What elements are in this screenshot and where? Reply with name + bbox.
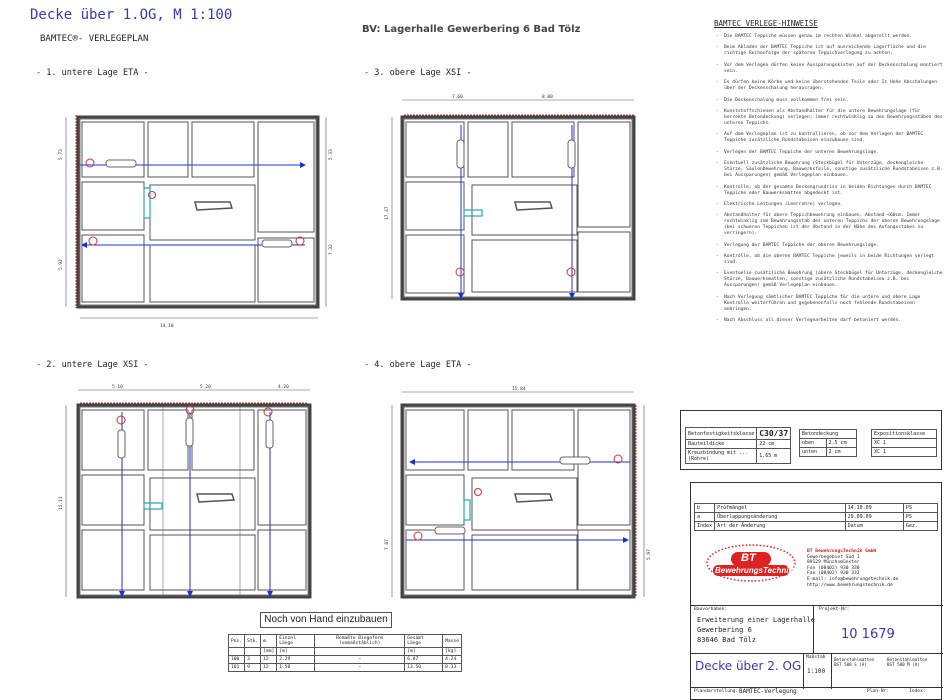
hint-item: - Beim Abladen der BAMTEC Teppiche ist auf ausreichende Lagerfläche und die richtige Reihenfolge der späteren Teppichverlegung zu achten. (716, 45, 944, 57)
project-nr: 10 1679 (841, 627, 895, 642)
spec-box (680, 410, 942, 470)
hint-item: - Abstandhalter für obere Teppichbewehrung einbauen. Abstand <60cm. Immer rechtwinklig zum Bewehrungsstab des unteren Teppichs der oberen Bewehrungslage (bei schweren Teppichen ist der Abstand in der Nähe des Anfangsstabes zu verringern). (716, 213, 944, 237)
spec-label: Betonfestigkeitsklasse (686, 428, 757, 440)
hint-item: - Nach Abschluss all dieser Verlegearbeiten darf betoniert werden. (716, 318, 944, 324)
project-header: BV: Lagerhalle Gewerbering 6 Bad Tölz (362, 24, 581, 35)
svg-text:7.87: 7.87 (385, 539, 390, 550)
plan-2 (66, 390, 310, 597)
spec-value: 22 cm (757, 440, 791, 449)
hint-item: - Die Deckenschalung muss vollkommen frei sein. (716, 98, 944, 104)
hint-item: - Kontrolle, ob der gesamte Deckengrundriss in beiden Richtungen durch BAMTEC Teppiche oder Bauwerksmatten abgedeckt ist. (716, 185, 944, 197)
plan-1-dim-bottom: 14,10 (160, 324, 174, 329)
svg-text:5.33: 5.33 (329, 149, 334, 160)
hint-item: - Auf dem Verlegeplan ist zu kontrollieren, ob vor dem Verlegen der BAMTEC Teppiche zusätzliche Rundstabeisen einzubauen sind. (716, 132, 944, 144)
company-address: BT BewehrungsTechnik GmbH Gewerbegebiet Süd 1 89129 Münchsmünster Fon (08402) 930 330 Fax (08402) 930 332 E-mail: info@bewehrungstechnik.de http://www.bewehrungstechnik.de (807, 549, 899, 588)
logo-text-bt: BT (741, 552, 756, 564)
svg-text:7.60: 7.60 (452, 95, 463, 100)
plan-3 (392, 100, 634, 299)
plan-type: BAMTEC-Verlegung (739, 688, 797, 695)
hint-item: - Es dürfen keine Körbe und keine überstehenden Teile oder Is Hohe Abschalungen über der Deckenschalung herausragen. (716, 80, 944, 92)
hint-item: - Nach Verlegung sämtlicher BAMTEC Teppiche für die untere und obere Lage Kontrolle weiterführen und gegebenenfalls noch fehlende Rundstabeisen anbringen. (716, 295, 944, 313)
hint-item: - Vor dem Verlegen dürfen keine Aussparungskisten auf der Deckenschalung montiert sein. (716, 63, 944, 75)
spec-label: Kreuzbindung mit ... (Rohre) (686, 449, 757, 464)
svg-text:5.73: 5.73 (59, 149, 64, 160)
svg-text:5.97: 5.97 (647, 549, 652, 560)
title-block: b Prüfmängel 14.10.09 PS a Überlappungsänderung 29.09.09 PS Index Art der Änderung Datum Gez. BT BewehrungsTechnik BT BewehrungsTechnik GmbH Gewerbegebiet Süd 1 89129 Münchsmünster Fon (08402) 930 330 Fax (08402) 930 332 E-mail: info@bewehrungstechnik.de http://www.bewehrungstechnik.de Bauvorhaben: Erweiterung einer Lagerhalle Gewerbering 6 83646 Bad Tölz Projekt-Nr: 10 1679 Decke über 2. OG Maßstab 1:100 Betonstahlmatten BST 500 S (A) Betonstahlmatten BST 500 M (A) Plandarstellung: BAMTEC-Verlegung Plan-Nr: Index: (690, 482, 942, 700)
plan-3-label: - 3. obere Lage XSI - (364, 68, 472, 78)
svg-text:5.92: 5.92 (59, 259, 64, 270)
plan-2-label: - 2. untere Lage XSI - (36, 360, 149, 370)
hint-item: - Eventuell zusätzliche Bewehrung (Steckbügel für Unterzüge, deckengleiche Stürze, Säulenbewehrung, Bauwerksfeile, sonstige zusätzliche Rundstabeisen z.B. bei Aussparungen) gemäß Verlegeplan einbauen. (716, 161, 944, 179)
spec-value: 2 cm (826, 448, 856, 457)
svg-text:4.20: 4.20 (278, 385, 289, 390)
scale-value: 1:100 (807, 668, 826, 675)
hint-item: - Eventuelle zusätzliche Bewehrung (obere Steckbügel für Unterzüge, deckengleiche Stürze, Bauwerksmatten, sonstige zusätzliche Rundstabeisen z.B. bei Aussparungen) gemäß Verlegeplan einbauen. (716, 271, 944, 289)
bamtec-subtitle: BAMTEC®- VERLEGEPLAN (40, 34, 149, 44)
svg-text:5.20: 5.20 (200, 385, 211, 390)
plan-1 (66, 115, 326, 318)
plan-4 (392, 392, 644, 597)
plan-4-label: - 4. obere Lage ETA - (364, 360, 472, 370)
svg-text:17.47: 17.47 (385, 206, 390, 220)
hints-list (716, 34, 944, 330)
svg-text:5.10: 5.10 (112, 385, 123, 390)
company-logo (705, 543, 797, 583)
hint-item: - Die BAMTEC Teppiche müssen genau im rechten Winkel abgerollt werden. (716, 34, 944, 40)
hint-item: - Verlegung der BAMTEC Teppiche der oberen Bewehrungslage. (716, 243, 944, 249)
plan-1-label: - 1. untere Lage ETA - (36, 68, 149, 78)
spec-label: Betondeckung (800, 430, 857, 439)
hint-item: - Kunststoffschienen als Abstandhalter für die untere Bewehrungslage (für korrekte Betondeckung) verlegen; immer rechtwinklig zu den Bewehrungsstäben des unteren Teppichs. (716, 109, 944, 127)
spec-value: XC 1 (872, 439, 937, 448)
spec-label: oben (800, 439, 827, 448)
hint-item: - Kontrolle, ob die oberen BAMTEC Teppiche jeweils in beide Richtungen verlegt sind. (716, 254, 944, 266)
project-label: Bauvorhaben: (694, 607, 728, 612)
sheet-title: Decke über 1.OG, M 1:100 (30, 7, 233, 23)
hint-item: - Elektrische Leitungen (Leerrohre) verlegen. (716, 202, 944, 208)
hints-title: BAMTEC VERLEGE-HINWEISE (714, 19, 818, 28)
spec-label: Bauteildicke (686, 440, 757, 449)
project-lines: Erweiterung einer Lagerhalle Gewerbering 6 83646 Bad Tölz (697, 616, 816, 644)
bill-table: Pos. Stk. ø Einzel Länge Bemaßte Biegeform (unmaßstäblich) Gesamt Länge Masse [mm] [m] [m] [kg] 100 3 12 2.29 — 6.87 4.24 101 9 12 1.50 — 13.50 8.33 (228, 634, 462, 672)
spec-label: Expositionsklasse (872, 430, 937, 439)
svg-text:7.32: 7.32 (329, 244, 334, 255)
spec-value: C30/37 (757, 428, 791, 440)
spec-value: 2.5 cm (826, 439, 856, 448)
hint-item: - Verlegen der BAMTEC Teppiche der unteren Bewehrungslage. (716, 150, 944, 156)
svg-text:15.11: 15.11 (59, 496, 64, 510)
plan-title: Decke über 2. OG (695, 659, 802, 673)
svg-text:8.00: 8.00 (542, 95, 553, 100)
manual-install-note: Noch von Hand einzubauen (260, 612, 392, 628)
project-nr-label: Projekt-Nr: (819, 607, 850, 612)
logo-text: BewehrungsTechnik (715, 566, 793, 575)
svg-text:15.84: 15.84 (512, 387, 526, 392)
table-row: 100 3 12 2.29 — 6.87 4.24 (229, 656, 462, 664)
spec-label: unten (800, 448, 827, 457)
spec-value: XC 1 (872, 448, 937, 457)
spec-value: 1.65 m (757, 449, 791, 464)
table-row: 101 9 12 1.50 — 13.50 8.33 (229, 664, 462, 672)
